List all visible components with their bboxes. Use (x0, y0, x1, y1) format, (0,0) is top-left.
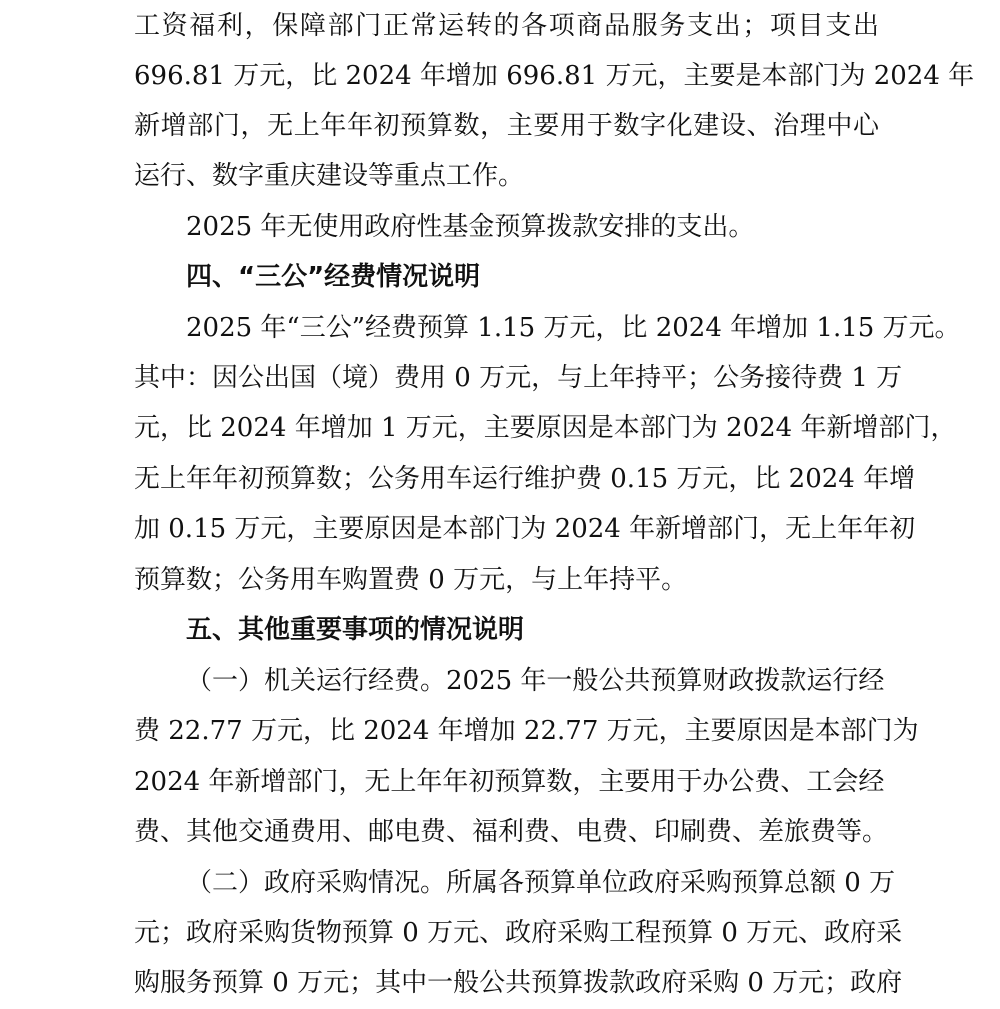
text-line: 购服务预算 0 万元；其中一般公共预算拨款政府采购 0 万元；政府 (134, 968, 903, 998)
text-line: 新增部门，无上年年初预算数，主要用于数字化建设、治理中心 (134, 111, 879, 141)
paragraph-first-line: 2025 年无使用政府性基金预算拨款安排的支出。 (186, 212, 755, 242)
paragraph-first-line: （一）机关运行经费。2025 年一般公共预算财政拨款运行经 (186, 666, 885, 696)
text-line: 工资福利，保障部门正常运转的各项商品服务支出；项目支出 (134, 11, 879, 41)
text-line: 696.81 万元，比 2024 年增加 696.81 万元，主要是本部门为 2024 年 (134, 61, 975, 91)
text-line: 预算数；公务用车购置费 0 万元，与上年持平。 (134, 565, 688, 595)
text-line: 元，比 2024 年增加 1 万元，主要原因是本部门为 2024 年新增部门， (134, 413, 957, 443)
text-line: 无上年年初预算数；公务用车运行维护费 0.15 万元，比 2024 年增 (134, 464, 916, 494)
text-line: 费 22.77 万元，比 2024 年增加 22.77 万元，主要原因是本部门为 (134, 716, 919, 746)
text-line: 2024 年新增部门，无上年年初预算数，主要用于办公费、工会经 (134, 767, 885, 797)
section-heading-san-gong: 四、“三公”经费情况说明 (186, 262, 481, 292)
section-heading-other-matters: 五、其他重要事项的情况说明 (186, 615, 525, 645)
text-line: 其中：因公出国（境）费用 0 万元，与上年持平；公务接待费 1 万 (134, 363, 903, 393)
text-line: 元；政府采购货物预算 0 万元、政府采购工程预算 0 万元、政府采 (134, 918, 903, 948)
text-line: 加 0.15 万元，主要原因是本部门为 2024 年新增部门，无上年年初 (134, 514, 916, 544)
paragraph-first-line: （二）政府采购情况。所属各预算单位政府采购预算总额 0 万 (186, 868, 896, 898)
text-line: 费、其他交通费用、邮电费、福利费、电费、印刷费、差旅费等。 (134, 817, 889, 847)
paragraph-first-line: 2025 年“三公”经费预算 1.15 万元，比 2024 年增加 1.15 万元。 (186, 313, 961, 343)
text-line: 运行、数字重庆建设等重点工作。 (134, 161, 525, 191)
